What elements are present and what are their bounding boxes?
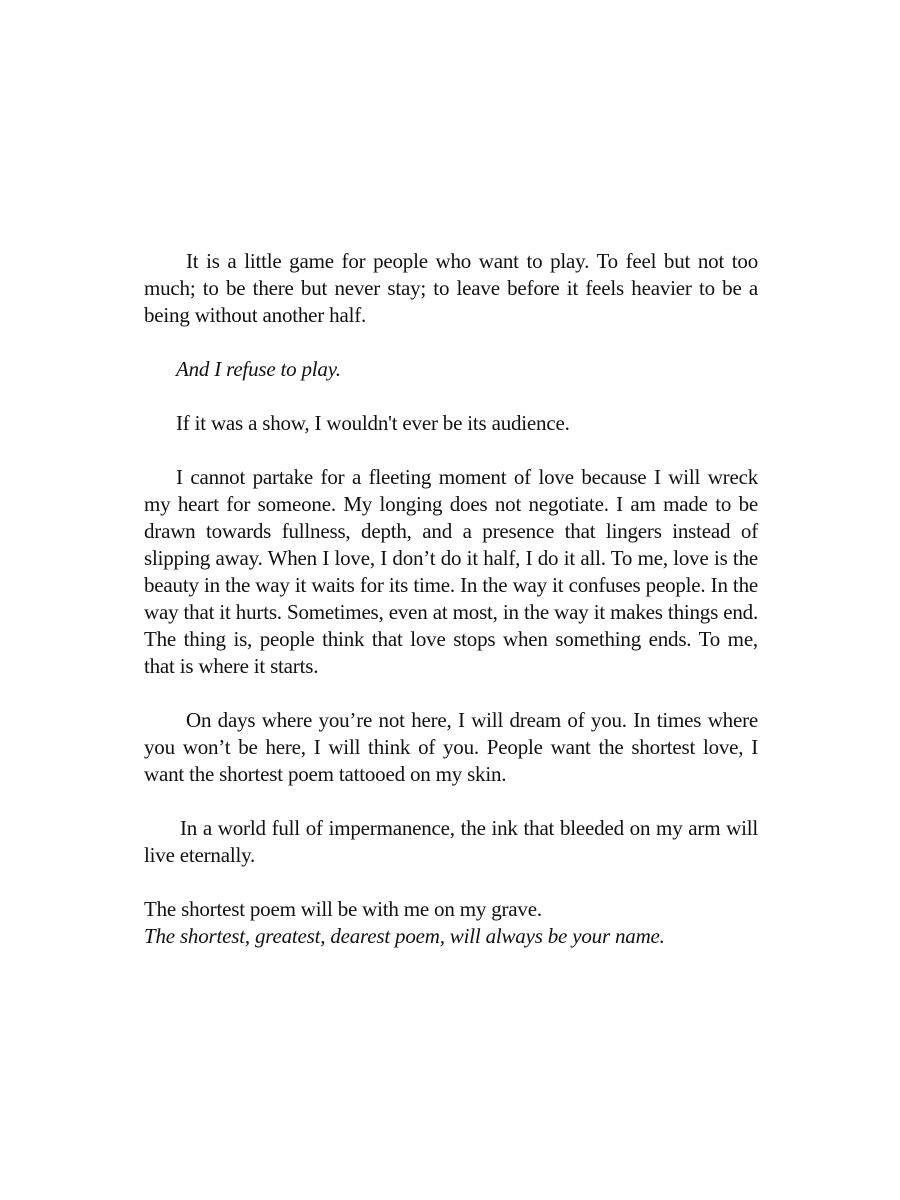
document-body xyxy=(144,248,758,950)
paragraph-3: If it was a show, I wouldn't ever be its audience. xyxy=(176,411,570,435)
closing-line-2: The shortest, greatest, dearest poem, will always be your name. xyxy=(144,924,665,948)
paragraph-6: In a world full of impermanence, the ink that bleeded on my arm will live eternally. xyxy=(144,816,758,867)
closing-line-1: The shortest poem will be with me on my grave. xyxy=(144,897,542,921)
closing-lines xyxy=(144,896,758,950)
paragraph-2: And I refuse to play. xyxy=(176,357,341,381)
paragraph-5: On days where you’re not here, I will dream of you. In times where you won’t be here, I will think of you. People want the shortest love, I want the shortest poem tattooed on my skin. xyxy=(144,708,758,786)
paragraph-4: I cannot partake for a fleeting moment of love because I will wreck my heart for someone. My longing does not negotiate. I am made to be drawn towards fullness, depth, and a presence that lingers instead of slipping away. When I love, I don’t do it half, I do it all. To me, love is the beauty in the way it waits for its time. In the way it confuses people. In the way that it hurts. Sometimes, even at most, in the way it makes things end. The thing is, people think that love stops when something ends. To me, that is where it starts. xyxy=(144,465,758,678)
paragraph-1: It is a little game for people who want to play. To feel but not too much; to be there but never stay; to leave before it feels heavier to be a being without another half. xyxy=(144,249,758,327)
